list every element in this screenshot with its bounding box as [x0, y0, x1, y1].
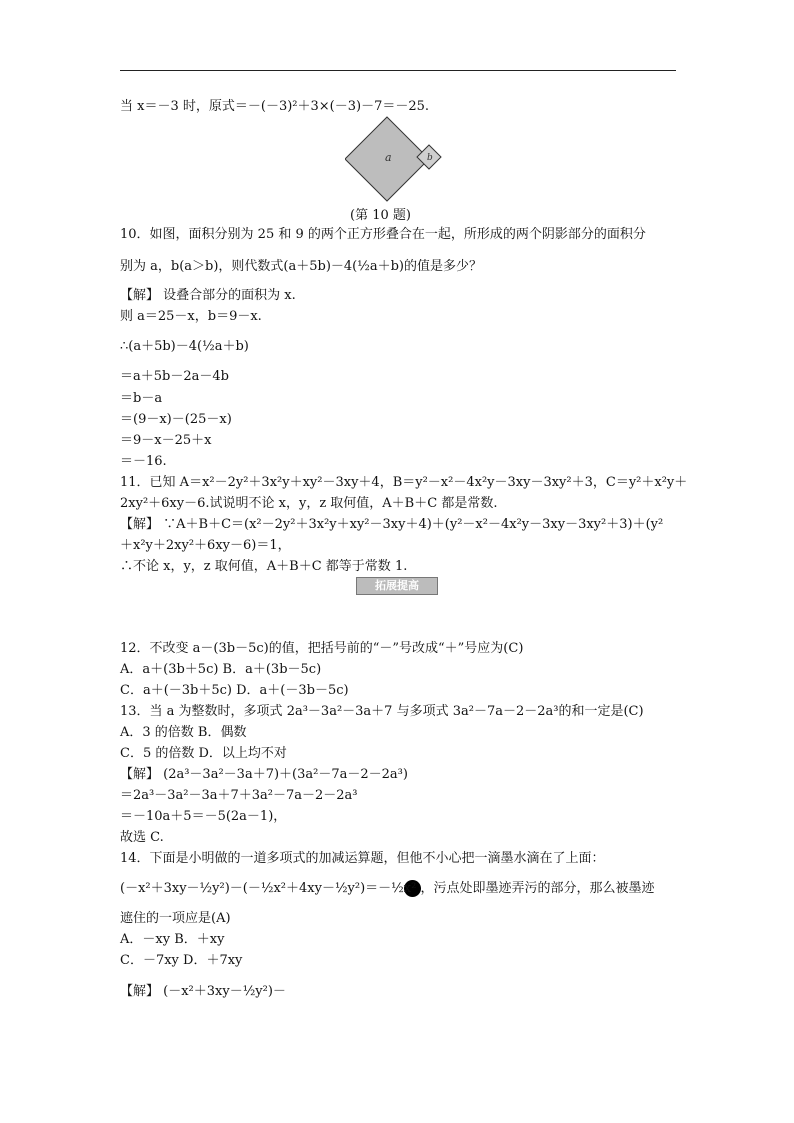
text-line: 【解】 (－x²＋3xy－½y²)－ — [120, 984, 286, 999]
text-line: 【解】 (2a³－3a²－3a＋7)＋(3a²－7a－2－2a³) — [120, 767, 408, 782]
text-line: C．5 的倍数 D．以上均不对 — [120, 746, 287, 761]
squares-figure — [345, 115, 445, 205]
text-line: ＝a＋5b－2a－4b — [120, 369, 229, 384]
text-line: ＝b－a — [120, 391, 163, 406]
text-line: ∴(a＋5b)－4(½a＋b) — [120, 339, 249, 354]
text-line: 【解】 ∵A＋B＋C＝(x²－2y²＋3x²y＋xy²－3xy＋4)＋(y²－x²－4x²y－3xy－3xy²＋3)＋(y² — [120, 517, 664, 532]
label-b: b — [427, 153, 433, 163]
text-line: ＝(9－x)－(25－x) — [120, 412, 232, 427]
text-line: 当 x＝－3 时，原式＝－(－3)²＋3×(－3)－7＝－25. — [120, 99, 430, 114]
text-line: 2xy²＋6xy－6.试说明不论 x，y，z 取何值，A＋B＋C 都是常数. — [120, 496, 498, 511]
text-line: 别为 a，b(a＞b)，则代数式(a＋5b)－4(½a＋b)的值是多少？ — [120, 259, 482, 274]
text-line: C．a＋(－3b＋5c) D．a＋(－3b－5c) — [120, 683, 349, 698]
text-line: C．－7xy D．＋7xy — [120, 953, 243, 968]
text-line: ＝－16. — [120, 454, 167, 469]
text-line: 遮住的一项应是(A) — [120, 911, 231, 926]
text-line: (－x²＋3xy－½y²)－(－½x²＋4xy－½y²)＝－½x² ，污点处即墨迹弄污的部分，那么被墨迹 — [120, 881, 655, 896]
text-line: 11．已知 A＝x²－2y²＋3x²y＋xy²－3xy＋4，B＝y²－x²－4x²y－3xy－3xy²＋3，C＝y²＋x²y＋ — [120, 475, 688, 490]
text-line: A．a＋(3b＋5c) B．a＋(3b－5c) — [120, 662, 322, 677]
text-line: ＝2a³－3a²－3a＋7＋3a²－7a－2－2a³ — [120, 788, 358, 803]
text-line: ＝9－x－25＋x — [120, 433, 212, 448]
text-line: 故选 C. — [120, 830, 164, 845]
figure-caption: (第 10 题) — [350, 208, 411, 223]
text-line: 10．如图，面积分别为 25 和 9 的两个正方形叠合在一起，所形成的两个阴影部分的面积分 — [120, 227, 646, 242]
text-line: ＝－10a＋5＝－5(2a－1)， — [120, 809, 287, 824]
header-rule — [120, 70, 676, 71]
text-line: 14．下面是小明做的一道多项式的加减运算题，但他不小心把一滴墨水滴在了上面： — [120, 851, 605, 866]
section-banner: 拓展提高 — [356, 577, 438, 595]
text-line: 13．当 a 为整数时，多项式 2a³－3a²－3a＋7 与多项式 3a²－7a－2－2a³的和一定是(C) — [120, 704, 644, 719]
text-line: A．－xy B．＋xy — [120, 932, 225, 947]
text-line: A．3 的倍数 B．偶数 — [120, 725, 247, 740]
label-a: a — [385, 151, 392, 164]
text-line: 【解】 设叠合部分的面积为 x. — [120, 288, 296, 303]
text-line: 则 a＝25－x，b＝9－x. — [120, 309, 262, 324]
text-line: ∴不论 x，y，z 取何值，A＋B＋C 都等于常数 1. — [120, 559, 408, 574]
text-line: ＋x²y＋2xy²＋6xy－6)＝1， — [120, 538, 291, 553]
text-line: 12．不改变 a－(3b－5c)的值，把括号前的“－”号改成“＋”号应为(C) — [120, 641, 524, 656]
